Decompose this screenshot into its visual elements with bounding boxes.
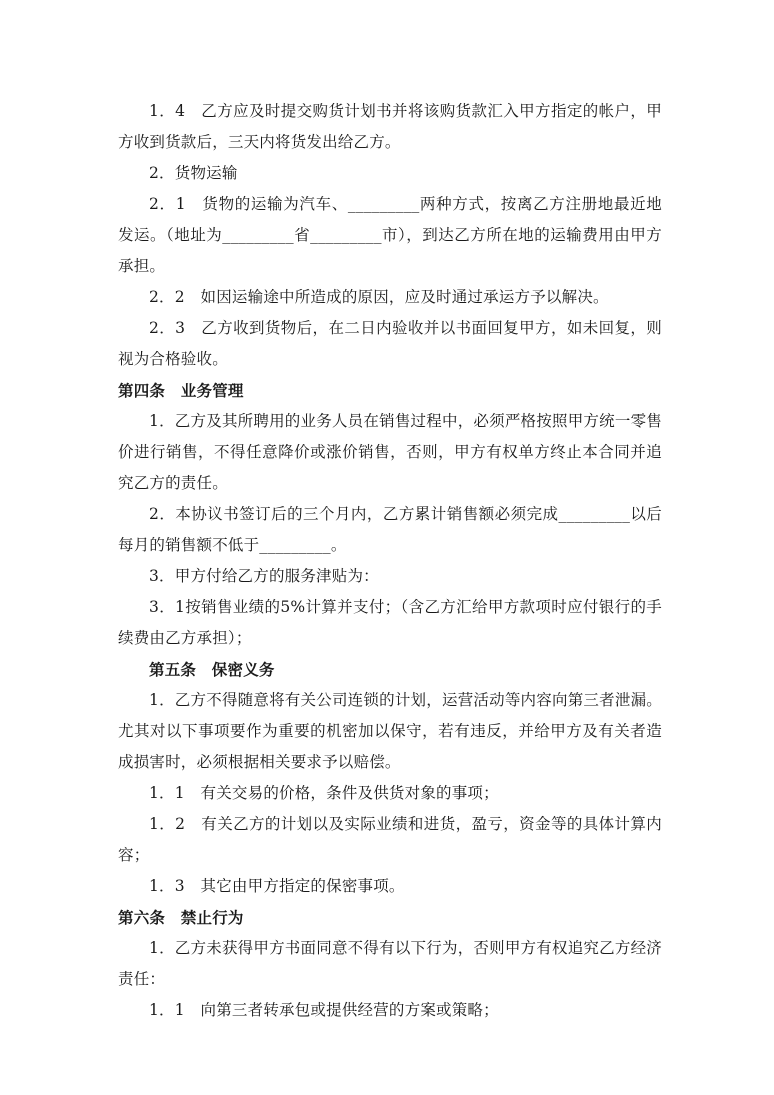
- clause-2-1: 2．1 货物的运输为汽车、_________两种方式，按离乙方注册地最近地发运。（地址为_________省_________市），到达乙方所在地的运输费用由甲方承担。: [118, 195, 662, 275]
- document-page: [118, 96, 662, 1026]
- article-4-clause-2: 2．本协议书签订后的三个月内，乙方累计销售额必须完成_________以后每月的销售额不低于_________。: [118, 505, 662, 554]
- article-5-clause-1-3: 1．3 其它由甲方指定的保密事项。: [149, 877, 405, 895]
- article-4-heading: 第四条 业务管理: [118, 381, 244, 400]
- section-goods-transport: 2．货物运输: [149, 164, 238, 182]
- article-6-clause-1: 1．乙方未获得甲方书面同意不得有以下行为，否则甲方有权追究乙方经济责任：: [118, 939, 662, 988]
- article-4-clause-3-1: 3．1按销售业绩的5%计算并支付；（含乙方汇给甲方款项时应付银行的手续费由乙方承担）；: [118, 598, 662, 647]
- article-5-clause-1-1: 1．1 有关交易的价格，条件及供货对象的事项；: [149, 784, 499, 802]
- clause-2-3: 2．3 乙方收到货物后，在二日内验收并以书面回复甲方，如未回复，则视为合格验收。: [118, 319, 662, 368]
- article-4-clause-1: 1．乙方及其所聘用的业务人员在销售过程中，必须严格按照甲方统一零售价进行销售，不得任意降价或涨价销售，否则，甲方有权单方终止本合同并追究乙方的责任。: [118, 412, 662, 492]
- clause-1-4: 1．4 乙方应及时提交购货计划书并将该购货款汇入甲方指定的帐户，甲方收到货款后，三天内将货发出给乙方。: [118, 102, 662, 151]
- article-5-heading: 第五条 保密义务: [149, 660, 275, 679]
- article-6-heading: 第六条 禁止行为: [118, 908, 244, 927]
- article-6-clause-1-1: 1．1 向第三者转承包或提供经营的方案或策略；: [149, 1001, 499, 1019]
- article-5-clause-1-2: 1．2 有关乙方的计划以及实际业绩和进货，盈亏，资金等的具体计算内容；: [118, 815, 662, 864]
- article-5-clause-1: 1．乙方不得随意将有关公司连锁的计划，运营活动等内容向第三者泄漏。尤其对以下事项要作为重要的机密加以保守，若有违反，并给甲方及有关者造成损害时，必须根据相关要求予以赔偿。: [118, 691, 662, 771]
- clause-2-2: 2．2 如因运输途中所造成的原因，应及时通过承运方予以解决。: [149, 288, 609, 306]
- article-4-clause-3: 3．甲方付给乙方的服务津贴为：: [149, 567, 379, 585]
